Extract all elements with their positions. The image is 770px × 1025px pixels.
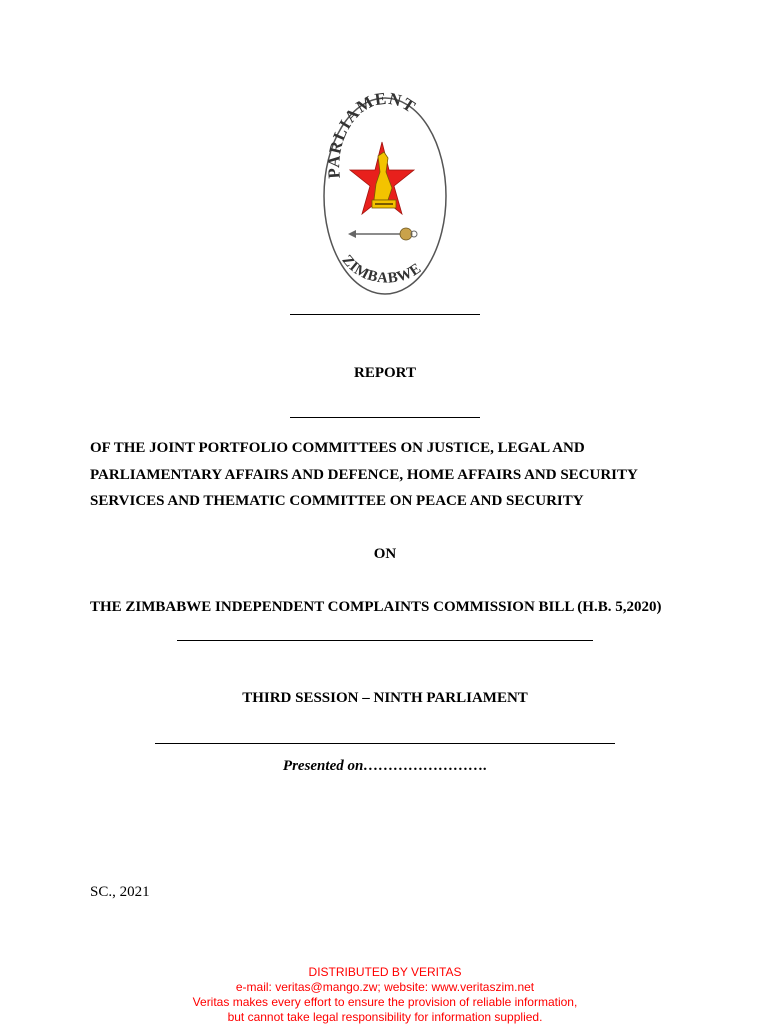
footer-distributed-by: DISTRIBUTED BY VERITAS — [308, 965, 462, 979]
on-label: ON — [373, 546, 397, 562]
divider-above-report — [290, 314, 480, 315]
parliament-zimbabwe-seal-icon — [318, 92, 452, 300]
session-heading: THIRD SESSION – NINTH PARLIAMENT — [242, 690, 528, 706]
svg-text:ZIMBABWE — [339, 252, 425, 286]
divider-below-report — [290, 417, 480, 418]
committee-title-line: OF THE JOINT PORTFOLIO COMMITTEES ON JUSTICE, LEGAL AND — [90, 440, 585, 456]
emblem-arc-top-text: PARLIAMENT — [324, 92, 420, 180]
mace-icon — [348, 228, 417, 240]
veritas-footer — [0, 965, 770, 1025]
divider-above-presented — [155, 743, 615, 744]
report-heading: REPORT — [354, 365, 416, 381]
footer-disclaimer-1: Veritas makes every effort to ensure the provision of reliable information, — [192, 995, 578, 1009]
divider-below-bill — [177, 640, 593, 641]
emblem-arc-bottom-text: ZIMBABWE — [338, 252, 425, 287]
committee-title-line: SERVICES AND THEMATIC COMMITTEE ON PEACE AND SECURITY — [90, 493, 584, 509]
parliament-emblem — [318, 92, 452, 300]
footer-contact: e-mail: veritas@mango.zw; website: www.veritaszim.net — [235, 980, 535, 994]
svg-text:PARLIAMENT — [324, 92, 419, 179]
footer-disclaimer-2: but cannot take legal responsibility for information supplied. — [227, 1010, 543, 1024]
committee-title-line: PARLIAMENTARY AFFAIRS AND DEFENCE, HOME AFFAIRS AND SECURITY — [90, 466, 638, 483]
presented-on-text: Presented on……………………. — [282, 758, 488, 774]
committee-title — [90, 435, 690, 515]
bill-title: THE ZIMBABWE INDEPENDENT COMPLAINTS COMMISSION BILL (H.B. 5,2020) — [90, 599, 662, 615]
document-reference: SC., 2021 — [90, 884, 150, 900]
